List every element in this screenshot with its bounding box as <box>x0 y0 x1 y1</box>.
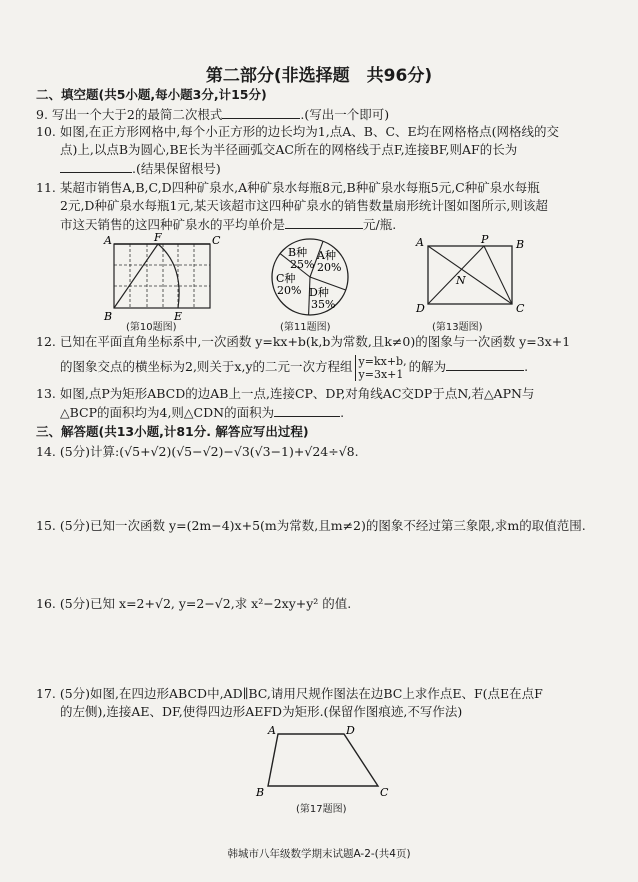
question-11-unit: 元/瓶. <box>363 217 397 232</box>
fig13-label-a: A <box>416 236 424 249</box>
question-10-line1: 10. 如图,在正方形网格中,每个小正方形的边长均为1,点A、B、C、E均在网格格点(网格线的交 <box>36 124 560 139</box>
answer-blank-12[interactable] <box>446 358 524 371</box>
fig10-label-f: F <box>154 232 162 244</box>
pie-label-c-pct: 20% <box>277 284 302 297</box>
question-11-line3 <box>60 216 396 233</box>
question-13-text: △BCP的面积均为4,则△CDN的面积为 <box>60 405 275 420</box>
figure-17 <box>254 720 394 800</box>
pie-label-b-pct: 25% <box>290 258 315 271</box>
pie-label-d-name: D种 <box>309 286 329 299</box>
figure-10-caption: (第10题图) <box>126 322 177 333</box>
answer-blank-10[interactable] <box>60 160 132 173</box>
fig13-label-n: N <box>456 274 466 287</box>
fig17-label-a: A <box>268 724 276 737</box>
fig13-label-b: B <box>516 238 525 251</box>
equation-1: y=kx+b, <box>358 354 407 368</box>
pie-label-a-name: A种 <box>317 249 336 262</box>
part-title: 第二部分(非选择题 共96分) <box>205 66 433 86</box>
question-15: 15. (5分)已知一次函数 y=(2m−4)x+5(m为常数,且m≠2)的图象不经过第三象限,求m的取值范围. <box>36 518 586 533</box>
figure-13 <box>412 234 532 316</box>
answer-blank-13[interactable] <box>274 404 340 417</box>
question-12-period: . <box>524 359 529 374</box>
figure-10 <box>100 232 230 324</box>
fig10-label-a: A <box>104 234 112 247</box>
question-14: 14. (5分)计算:(√5+√2)(√5−√2)−√3(√3−1)+√24÷√8. <box>36 444 359 459</box>
pie-label-d-pct: 35% <box>311 298 336 311</box>
fig17-label-b: B <box>256 786 265 799</box>
question-13-line1: 13. 如图,点P为矩形ABCD的边AB上一点,连接CP、DP,对角线AC交DP于点N,若△APN与 <box>36 386 535 401</box>
fig17-label-c: C <box>380 786 389 799</box>
pie-label-c-name: C种 <box>276 272 296 285</box>
question-13-period: . <box>340 405 345 420</box>
question-16: 16. (5分)已知 x=2+√2, y=2−√2,求 x²−2xy+y² 的值. <box>36 596 352 611</box>
figure-13-caption: (第13题图) <box>432 322 483 333</box>
figure-11-pie <box>266 236 356 318</box>
question-9-hint: .(写出一个即可) <box>300 107 390 122</box>
pie-label-a-pct: 20% <box>317 261 342 274</box>
equation-2: y=3x+1 <box>358 367 404 381</box>
question-10-line2: 点)上,以点B为圆心,BE长为半径画弧交AC所在的网格线于点F,连接BF,则AF的长为 <box>60 142 518 157</box>
question-13-line2 <box>60 404 344 421</box>
answer-blank-9[interactable] <box>222 106 300 119</box>
page-footer: 韩城市八年级数学期末试题A-2-(共4页) <box>227 848 411 860</box>
question-9-text: 9. 写出一个大于2的最简二次根式 <box>36 107 223 122</box>
question-12-text: 的图象交点的横坐标为2,则关于x,y的二元一次方程组 <box>60 359 353 374</box>
question-12-text-b: 的解为 <box>408 359 447 374</box>
question-17-line2: 的左侧),连接AE、DF,使得四边形AEFD为矩形.(保留作图痕迹,不写作法) <box>60 704 463 719</box>
question-10-hint: .(结果保留根号) <box>132 161 221 176</box>
question-11-text: 市这天销售的这四种矿泉水的平均单价是 <box>60 217 286 232</box>
fig10-label-c: C <box>212 234 221 247</box>
figure-11-caption: (第11题图) <box>280 322 331 333</box>
question-11-line1: 11. 某超市销售A,B,C,D四种矿泉水,A种矿泉水每瓶8元,B种矿泉水每瓶5元,C种矿泉水每瓶 <box>36 180 540 195</box>
answer-blank-11[interactable] <box>285 216 363 229</box>
question-17-line1: 17. (5分)如图,在四边形ABCD中,AD∥BC,请用尺规作图法在边BC上求作点E、F(点E在点F <box>36 686 543 701</box>
question-9 <box>36 106 389 123</box>
fig13-label-p: P <box>481 234 489 246</box>
figure-17-caption: (第17题图) <box>296 804 347 815</box>
section-fill-in-header: 二、填空题(共5小题,每小题3分,计15分) <box>36 87 267 102</box>
fig10-label-b: B <box>104 310 113 323</box>
fig10-label-e: E <box>174 310 183 323</box>
question-11-line2: 2元,D种矿泉水每瓶1元,某天该超市这四种矿泉水的销售数量扇形统计图如图所示,则该超 <box>60 198 548 213</box>
fig13-label-c: C <box>516 302 525 315</box>
question-12-line2 <box>60 352 528 382</box>
section-solve-header: 三、解答题(共13小题,计81分. 解答应写出过程) <box>36 424 309 439</box>
question-12-line1: 12. 已知在平面直角坐标系中,一次函数 y=kx+b(k,b为常数,且k≠0)的图象与一次函数 y=3x+1 <box>36 334 571 349</box>
fig13-label-d: D <box>416 302 425 315</box>
pie-label-b-name: B种 <box>288 246 308 259</box>
equation-system <box>355 355 407 381</box>
question-10-line3 <box>60 160 221 177</box>
fig17-label-d: D <box>346 724 355 737</box>
